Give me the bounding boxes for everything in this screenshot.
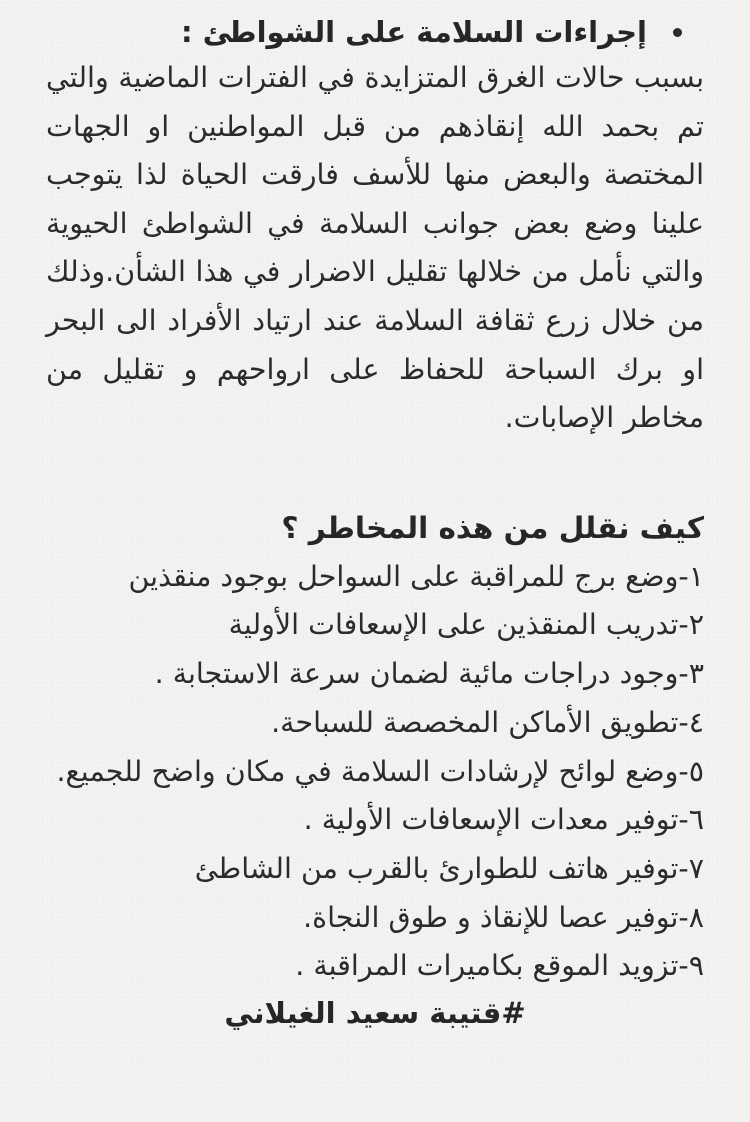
author-hashtag: #قتيبة سعيد الغيلاني bbox=[224, 996, 526, 1031]
intro-paragraph: بسبب حالات الغرق المتزايدة في الفترات الماضية والتي تم بحمد الله إنقاذهم من قبل المواطنين او الجهات المختصة والبعض منها للأسف فارقت الحياة لذا يتوجب علينا وضع بعض جوانب السلامة في الشواطئ الحيوية والتي نأمل من خلالها تقليل الاضرار في هذا الشأن.وذلك من خلال زرع ثقافة السلامة عند ارتياد الأفراد الى البحر او برك السباحة للحفاظ على ارواحهم و تقليل من مخاطر الإصابات. bbox=[46, 61, 704, 435]
list-item: ٧-توفير هاتف للطوارئ بالقرب من الشاطئ bbox=[194, 851, 704, 885]
steps-list bbox=[46, 553, 704, 991]
list-item: ٨-توفير عصا للإنقاذ و طوق النجاة. bbox=[303, 900, 704, 934]
section-heading bbox=[46, 10, 682, 54]
list-item: ١-وضع برج للمراقبة على السواحل بوجود منقذين bbox=[128, 559, 704, 593]
spacer bbox=[46, 443, 704, 503]
list-item: ٣-وجود دراجات مائية لضمان سرعة الاستجابة . bbox=[154, 657, 704, 691]
list-item: ٢-تدريب المنقذين على الإسعافات الأولية bbox=[228, 608, 704, 642]
heading-text: إجراءات السلامة على الشواطئ : bbox=[181, 15, 647, 49]
list-item: ٥-وضع لوائح لإرشادات السلامة في مكان واضح للجميع. bbox=[56, 754, 704, 788]
list-item: ٦-توفير معدات الإسعافات الأولية . bbox=[303, 803, 704, 837]
list-item: ٤-تطويق الأماكن المخصصة للسباحة. bbox=[271, 705, 704, 739]
bullet-icon bbox=[673, 28, 682, 37]
question-heading: كيف نقلل من هذه المخاطر ؟ bbox=[281, 510, 704, 545]
list-item: ٩-تزويد الموقع بكاميرات المراقبة . bbox=[295, 949, 704, 983]
